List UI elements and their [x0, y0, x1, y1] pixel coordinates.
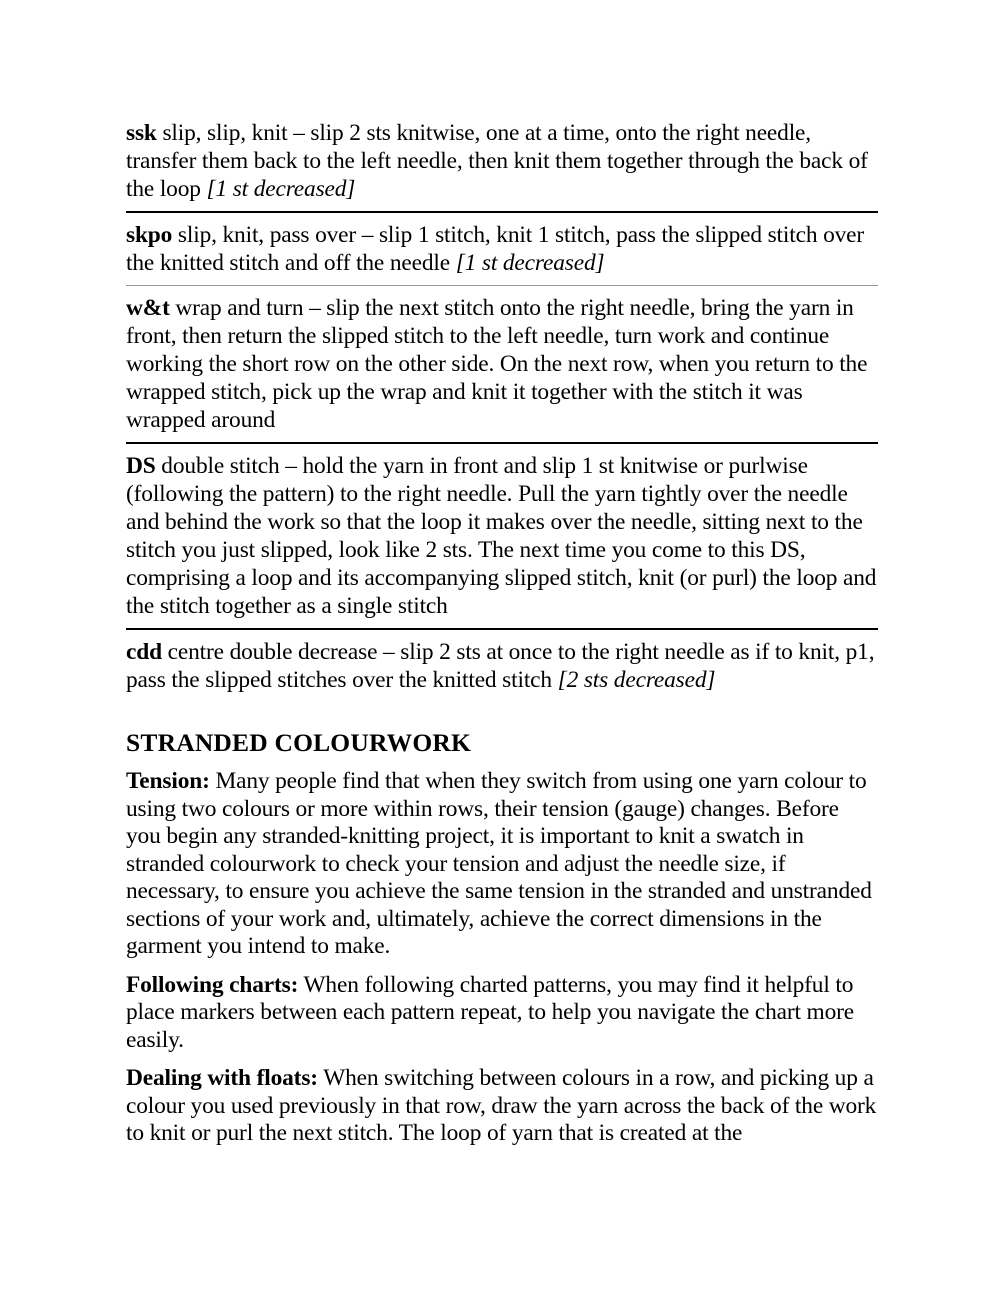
abbreviation-ssk: [126, 117, 878, 207]
abbreviation-definition: wrap and turn – slip the next stitch onto the right needle, bring the yarn in front, then return the slipped stitch to the left needle, turn work and continue working the short row on the other side. On the next row, when you return to the wrapped stitch, pick up the wrap and knit it together with the stitch it was wrapped around: [126, 295, 868, 433]
abbreviation-note: [1 st decreased]: [455, 250, 605, 276]
abbreviation-definition: double stitch – hold the yarn in front and slip 1 st knitwise or purlwise (following the pattern) to the right needle. Pull the yarn tightly over the needle and behind the work so that the loop it makes over the needle, sitting next to the stitch you just slipped, look like 2 sts. The next time you come to this DS, comprising a loop and its accompanying slipped stitch, knit (or purl) the loop and the stitch together as a single stitch: [126, 453, 877, 619]
abbreviation-definition: centre double decrease – slip 2 sts at once to the right needle as if to knit, p1, pass the slipped stitches over the knitted stitch: [126, 639, 875, 693]
abbreviation-ds: [126, 450, 878, 624]
document-page: [126, 117, 878, 1159]
paragraph-lead: Tension:: [126, 768, 210, 794]
divider: [126, 628, 878, 630]
divider: [126, 211, 878, 213]
paragraph-text: Many people find that when they switch from using one yarn colour to using two colours or more within rows, their tension (gauge) changes. Before you begin any stranded-knitting project, it is important to knit a swatch in stranded colourwork to check your tension and adjust the needle size, if necessary, to ensure you achieve the same tension in the stranded and unstranded sections of your work and, ultimately, achieve the correct dimensions in the garment you intend to make.: [126, 768, 872, 959]
paragraph-lead: Dealing with floats:: [126, 1065, 318, 1091]
divider: [126, 442, 878, 444]
divider: [126, 285, 878, 286]
abbreviation-term: skpo: [126, 222, 173, 248]
abbreviation-term: cdd: [126, 639, 162, 665]
abbreviation-definition: slip, knit, pass over – slip 1 stitch, knit 1 stitch, pass the slipped stitch over the knitted stitch and off the needle: [126, 222, 865, 276]
paragraph-tension: [126, 768, 878, 961]
abbreviation-note: [1 st decreased]: [206, 176, 356, 202]
abbreviation-wrap-and-turn: [126, 292, 878, 438]
paragraph-dealing-with-floats: [126, 1065, 878, 1148]
paragraph-lead: Following charts:: [126, 971, 299, 998]
abbreviation-term: w&t: [126, 295, 170, 321]
abbreviation-skpo: [126, 219, 878, 281]
paragraph-text: When following charted patterns, you may find it helpful to place markers between each pattern repeat, to help you navigate the chart more easily.: [126, 971, 854, 1053]
section-heading: STRANDED COLOURWORK: [126, 728, 472, 757]
paragraph-text: When switching between colours in a row, and picking up a colour you used previously in that row, draw the yarn across the back of the work to knit or purl the next stitch. The loop of yarn that is created at the: [126, 1065, 877, 1146]
abbreviation-term: DS: [126, 453, 156, 479]
abbreviation-term: ssk: [126, 120, 157, 146]
paragraph-following-charts: [126, 972, 878, 1055]
abbreviation-definition: slip, slip, knit – slip 2 sts knitwise, one at a time, onto the right needle, transfer them back to the left needle, then knit them together through the back of the loop: [126, 120, 868, 202]
abbreviation-note: [2 sts decreased]: [557, 667, 716, 693]
abbreviation-cdd: [126, 636, 878, 698]
